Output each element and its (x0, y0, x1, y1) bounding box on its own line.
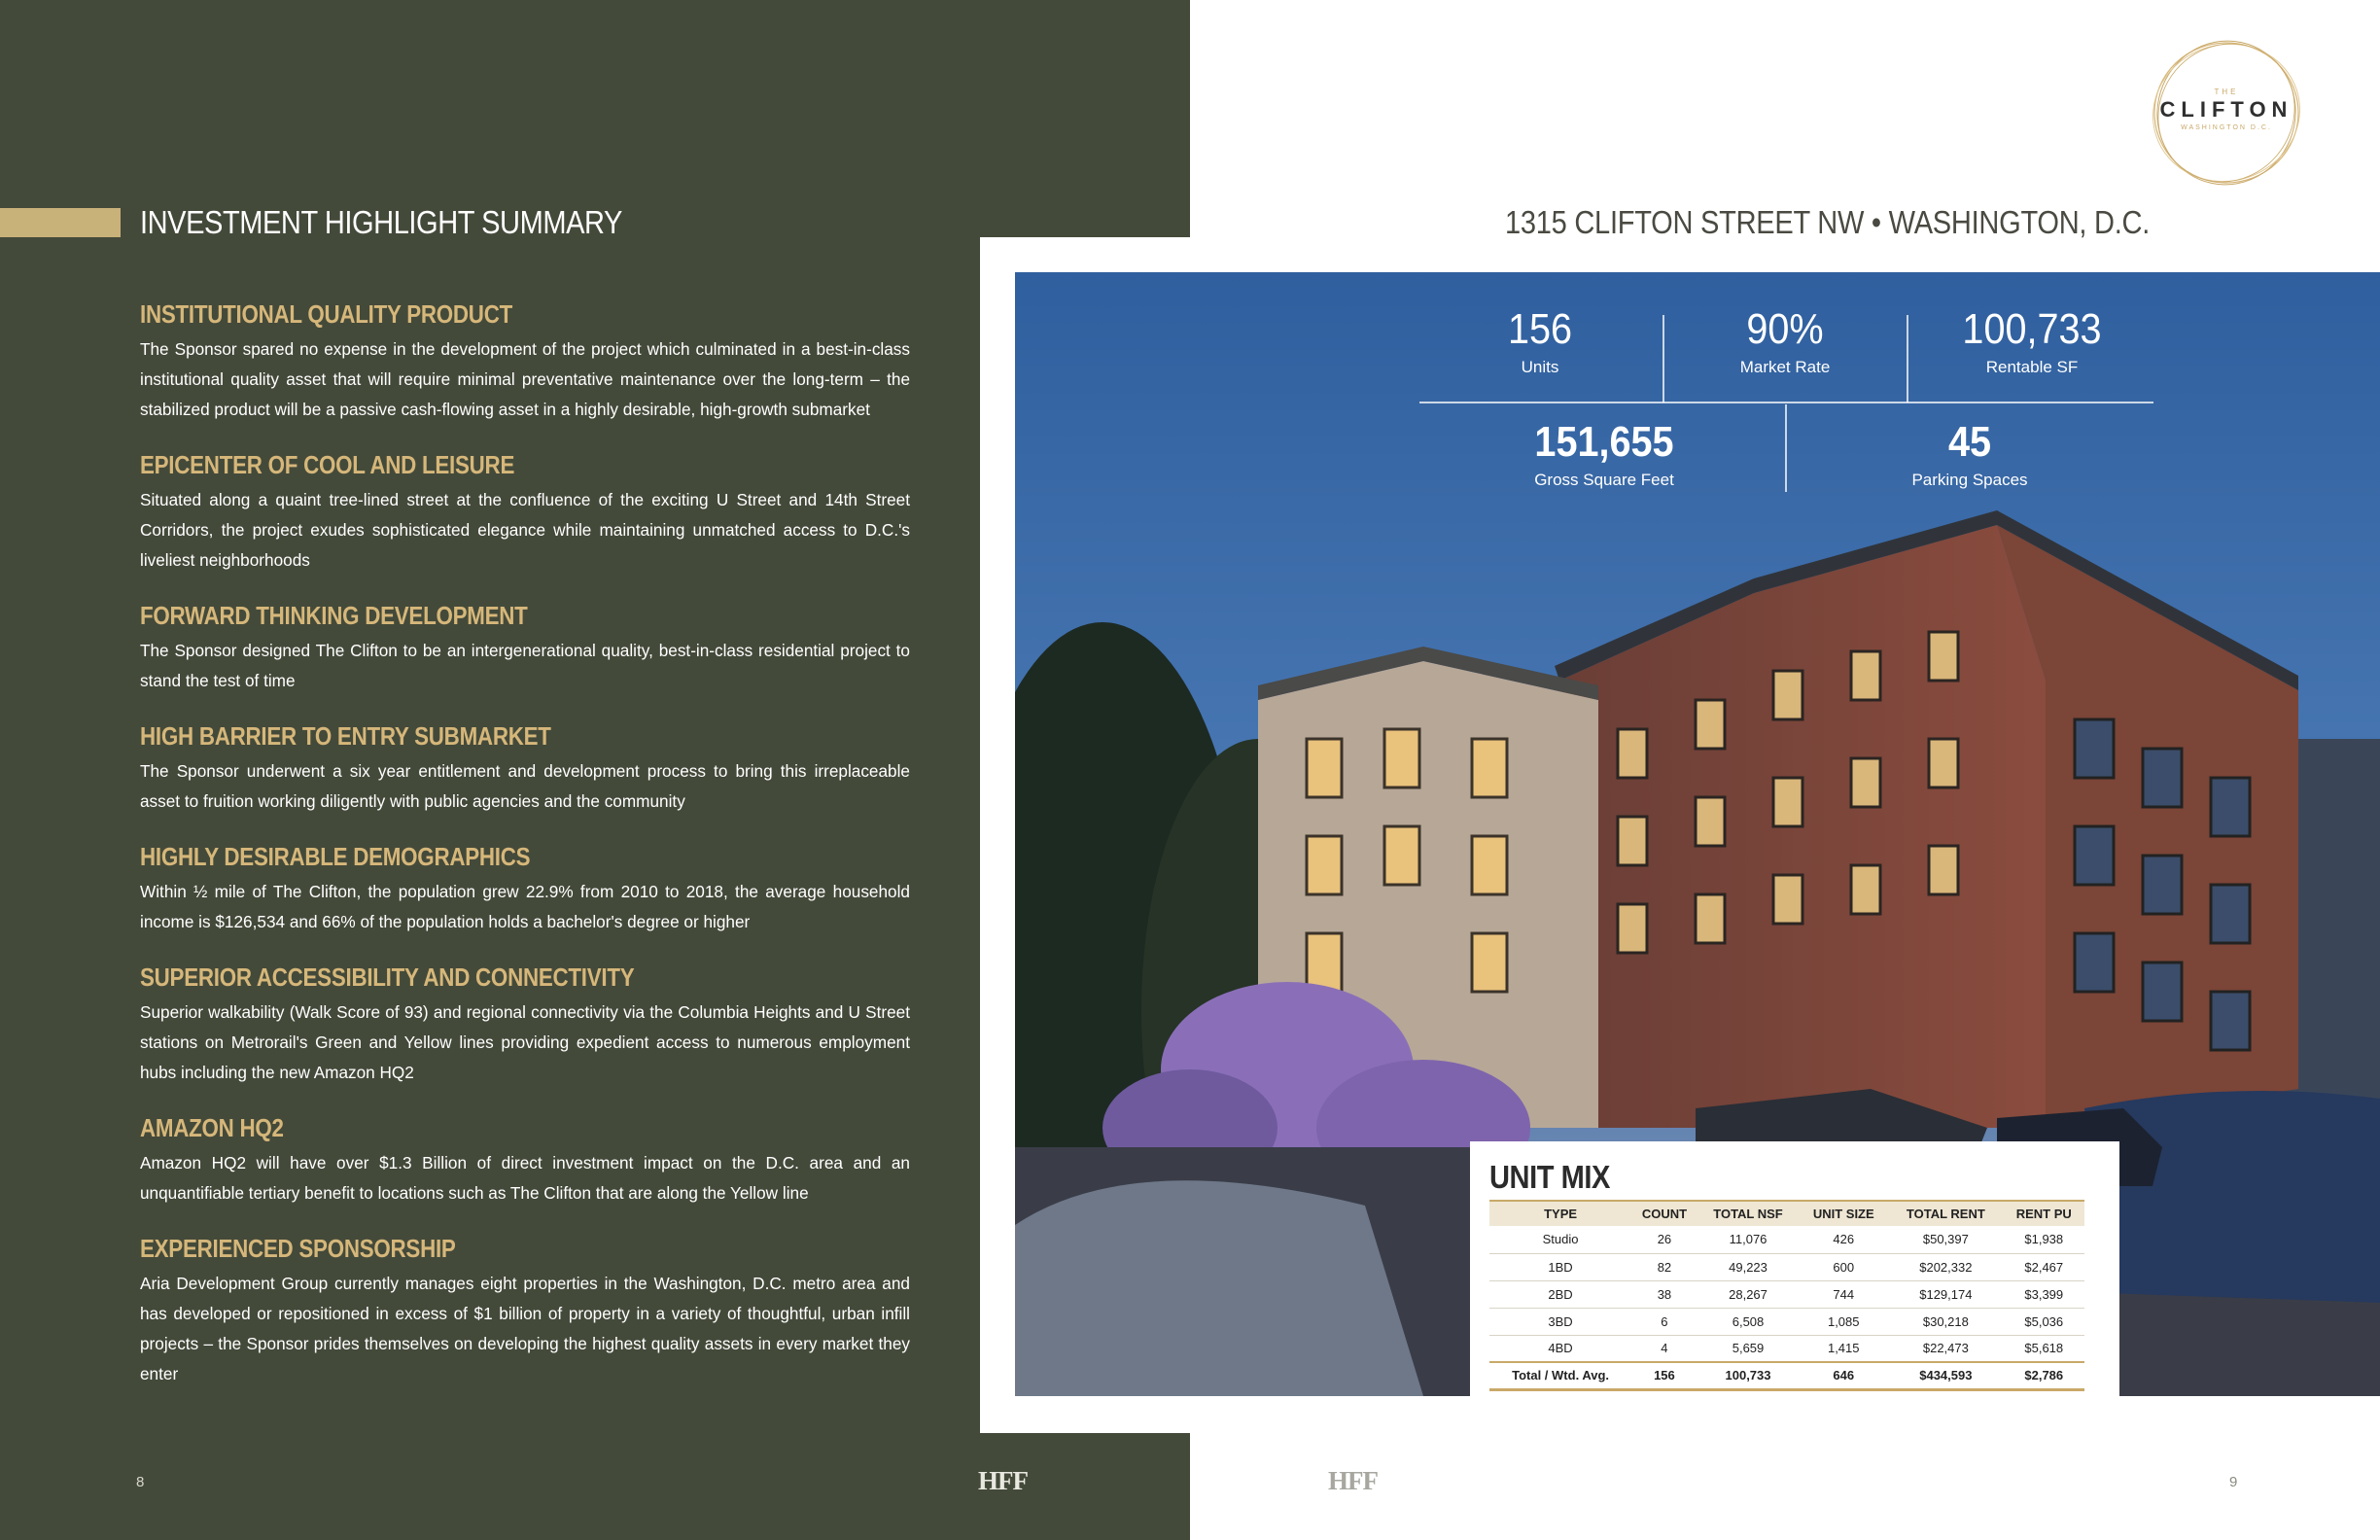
stat-units (1462, 307, 1618, 377)
highlight-heading: FORWARD THINKING DEVELOPMENT (140, 601, 528, 630)
highlight-item (140, 299, 910, 425)
unit-mix-box (1470, 1141, 2119, 1433)
column-header: TYPE (1489, 1201, 1631, 1226)
highlight-heading: EXPERIENCED SPONSORSHIP (140, 1234, 456, 1263)
table-cell: $2,467 (2004, 1253, 2084, 1280)
stat-divider (1662, 315, 1664, 402)
table-cell: $129,174 (1888, 1280, 2003, 1308)
table-cell: Studio (1489, 1226, 1631, 1253)
highlight-text: Amazon HQ2 will have over $1.3 Billion of direct investment impact on the D.C. area and an unquantifiable tertiary benefit to locations such as The Clifton that are along the Yellow line (140, 1153, 910, 1203)
highlight-heading: HIGHLY DESIRABLE DEMOGRAPHICS (140, 842, 531, 871)
table-cell: 100,733 (1698, 1362, 1800, 1389)
logo-the: THE (2214, 88, 2239, 96)
stat-divider-horizontal (1419, 402, 2153, 403)
table-cell: Total / Wtd. Avg. (1489, 1362, 1631, 1389)
unit-mix-table (1489, 1200, 2084, 1391)
highlight-text: The Sponsor underwent a six year entitlement and development process to bring this irreplaceable asset to fruition working diligently with public agencies and the community (140, 761, 910, 811)
highlight-heading: INSTITUTIONAL QUALITY PRODUCT (140, 299, 512, 329)
property-address: 1315 CLIFTON STREET NW • WASHINGTON, D.C. (1505, 204, 2151, 240)
table-row (1489, 1308, 2084, 1335)
table-cell: 646 (1799, 1362, 1888, 1389)
column-header: UNIT SIZE (1799, 1201, 1888, 1226)
table-cell: 744 (1799, 1280, 1888, 1308)
highlight-text: Situated along a quaint tree-lined street at the confluence of the exciting U Street and 14th Street Corridors, the project exudes sophisticated elegance while maintaining unmatched access to D.C.'s liveliest neighborhoods (140, 490, 910, 570)
highlight-heading: HIGH BARRIER TO ENTRY SUBMARKET (140, 721, 551, 751)
stat-market-rate (1707, 307, 1863, 377)
table-header-row (1489, 1201, 2084, 1226)
logo-city: WASHINGTON D.C. (2181, 124, 2272, 131)
highlight-heading: SUPERIOR ACCESSIBILITY AND CONNECTIVITY (140, 962, 635, 992)
table-row (1489, 1226, 2084, 1253)
table-cell: 11,076 (1698, 1226, 1800, 1253)
table-cell: 1,085 (1799, 1308, 1888, 1335)
table-cell: $434,593 (1888, 1362, 2003, 1389)
table-cell: 426 (1799, 1226, 1888, 1253)
table-cell: $202,332 (1888, 1253, 2003, 1280)
highlight-item (140, 962, 910, 1088)
column-header: TOTAL NSF (1698, 1201, 1800, 1226)
column-header: RENT PU (2004, 1201, 2084, 1226)
page-number-right: 9 (2229, 1474, 2238, 1490)
highlight-item (140, 1234, 910, 1389)
highlight-text: Aria Development Group currently manages eight properties in the Washington, D.C. metro area and has developed or repositioned in excess of $1 billion of property in a variety of thoughtful, urban infill projects – the Sponsor prides themselves on developing the highest quality assets in every market they enter (140, 1274, 910, 1383)
highlight-heading: AMAZON HQ2 (140, 1113, 284, 1142)
hff-logo-left: HFF (978, 1466, 1028, 1495)
stat-market-rate-value: 90% (1746, 305, 1824, 353)
highlight-heading: EPICENTER OF COOL AND LEISURE (140, 450, 515, 479)
stat-parking-value: 45 (1947, 418, 1992, 466)
stat-units-label: Units (1521, 358, 1559, 376)
stat-rentable-sf-value: 100,733 (1962, 305, 2102, 353)
highlight-item (140, 450, 910, 576)
stat-parking (1882, 420, 2057, 490)
table-cell: 26 (1631, 1226, 1698, 1253)
highlight-item (140, 1113, 910, 1208)
stat-parking-label: Parking Spaces (1911, 471, 2028, 489)
table-cell: 6,508 (1698, 1308, 1800, 1335)
table-cell: $3,399 (2004, 1280, 2084, 1308)
table-cell: $5,618 (2004, 1335, 2084, 1362)
stat-rentable-sf (1935, 307, 2129, 377)
table-cell: 1BD (1489, 1253, 1631, 1280)
table-cell: 38 (1631, 1280, 1698, 1308)
table-cell: 5,659 (1698, 1335, 1800, 1362)
table-total-row (1489, 1362, 2084, 1389)
highlight-text: Within ½ mile of The Clifton, the population grew 22.9% from 2010 to 2018, the average household income is $126,534 and 66% of the population holds a bachelor's degree or higher (140, 882, 910, 931)
highlight-item (140, 842, 910, 937)
table-cell: 49,223 (1698, 1253, 1800, 1280)
table-cell: 3BD (1489, 1308, 1631, 1335)
table-cell: 4 (1631, 1335, 1698, 1362)
table-cell: $50,397 (1888, 1226, 2003, 1253)
table-cell: $2,786 (2004, 1362, 2084, 1389)
table-cell: $30,218 (1888, 1308, 2003, 1335)
table-row (1489, 1253, 2084, 1280)
table-cell: 82 (1631, 1253, 1698, 1280)
stat-gross-sf (1517, 420, 1692, 490)
section-title: INVESTMENT HIGHLIGHT SUMMARY (140, 204, 622, 240)
table-cell: 2BD (1489, 1280, 1631, 1308)
stat-rentable-sf-label: Rentable SF (1985, 358, 2079, 376)
stat-divider (1907, 315, 1908, 402)
column-header: COUNT (1631, 1201, 1698, 1226)
table-cell: 6 (1631, 1308, 1698, 1335)
stat-market-rate-label: Market Rate (1739, 358, 1831, 376)
highlight-text: The Sponsor spared no expense in the development of the project which culminated in a best-in-class institutional quality asset that will require minimal preventative maintenance over the long-term – the stabilized product will be a passive cash-flowing asset in a highly desirable, high-growth submarket (140, 339, 910, 419)
clifton-logo (2149, 35, 2304, 191)
stat-gross-sf-label: Gross Square Feet (1534, 471, 1674, 489)
page-number-left: 8 (136, 1474, 145, 1490)
table-cell: $1,938 (2004, 1226, 2084, 1253)
table-cell: $22,473 (1888, 1335, 2003, 1362)
hff-logo-right: HFF (1328, 1466, 1378, 1495)
table-cell: 28,267 (1698, 1280, 1800, 1308)
table-cell: 156 (1631, 1362, 1698, 1389)
table-cell: 4BD (1489, 1335, 1631, 1362)
table-row (1489, 1335, 2084, 1362)
stat-divider (1785, 404, 1787, 492)
highlight-item (140, 721, 910, 817)
stat-gross-sf-value: 151,655 (1534, 418, 1674, 466)
highlight-text: Superior walkability (Walk Score of 93) and regional connectivity via the Columbia Heights and U Street stations on Metrorail's Green and Yellow lines providing expedient access to numerous employment hubs including the new Amazon HQ2 (140, 1002, 910, 1082)
table-cell: 1,415 (1799, 1335, 1888, 1362)
title-accent-bar (0, 208, 121, 237)
unit-mix-title: UNIT MIX (1489, 1159, 1610, 1195)
highlight-text: The Sponsor designed The Clifton to be an intergenerational quality, best-in-class residential project to stand the test of time (140, 641, 910, 690)
table-row (1489, 1280, 2084, 1308)
table-cell: $5,036 (2004, 1308, 2084, 1335)
column-header: TOTAL RENT (1888, 1201, 2003, 1226)
table-cell: 600 (1799, 1253, 1888, 1280)
highlights-list (140, 299, 910, 1415)
highlight-item (140, 601, 910, 696)
stat-units-value: 156 (1507, 305, 1573, 353)
logo-name: CLIFTON (2159, 97, 2293, 122)
